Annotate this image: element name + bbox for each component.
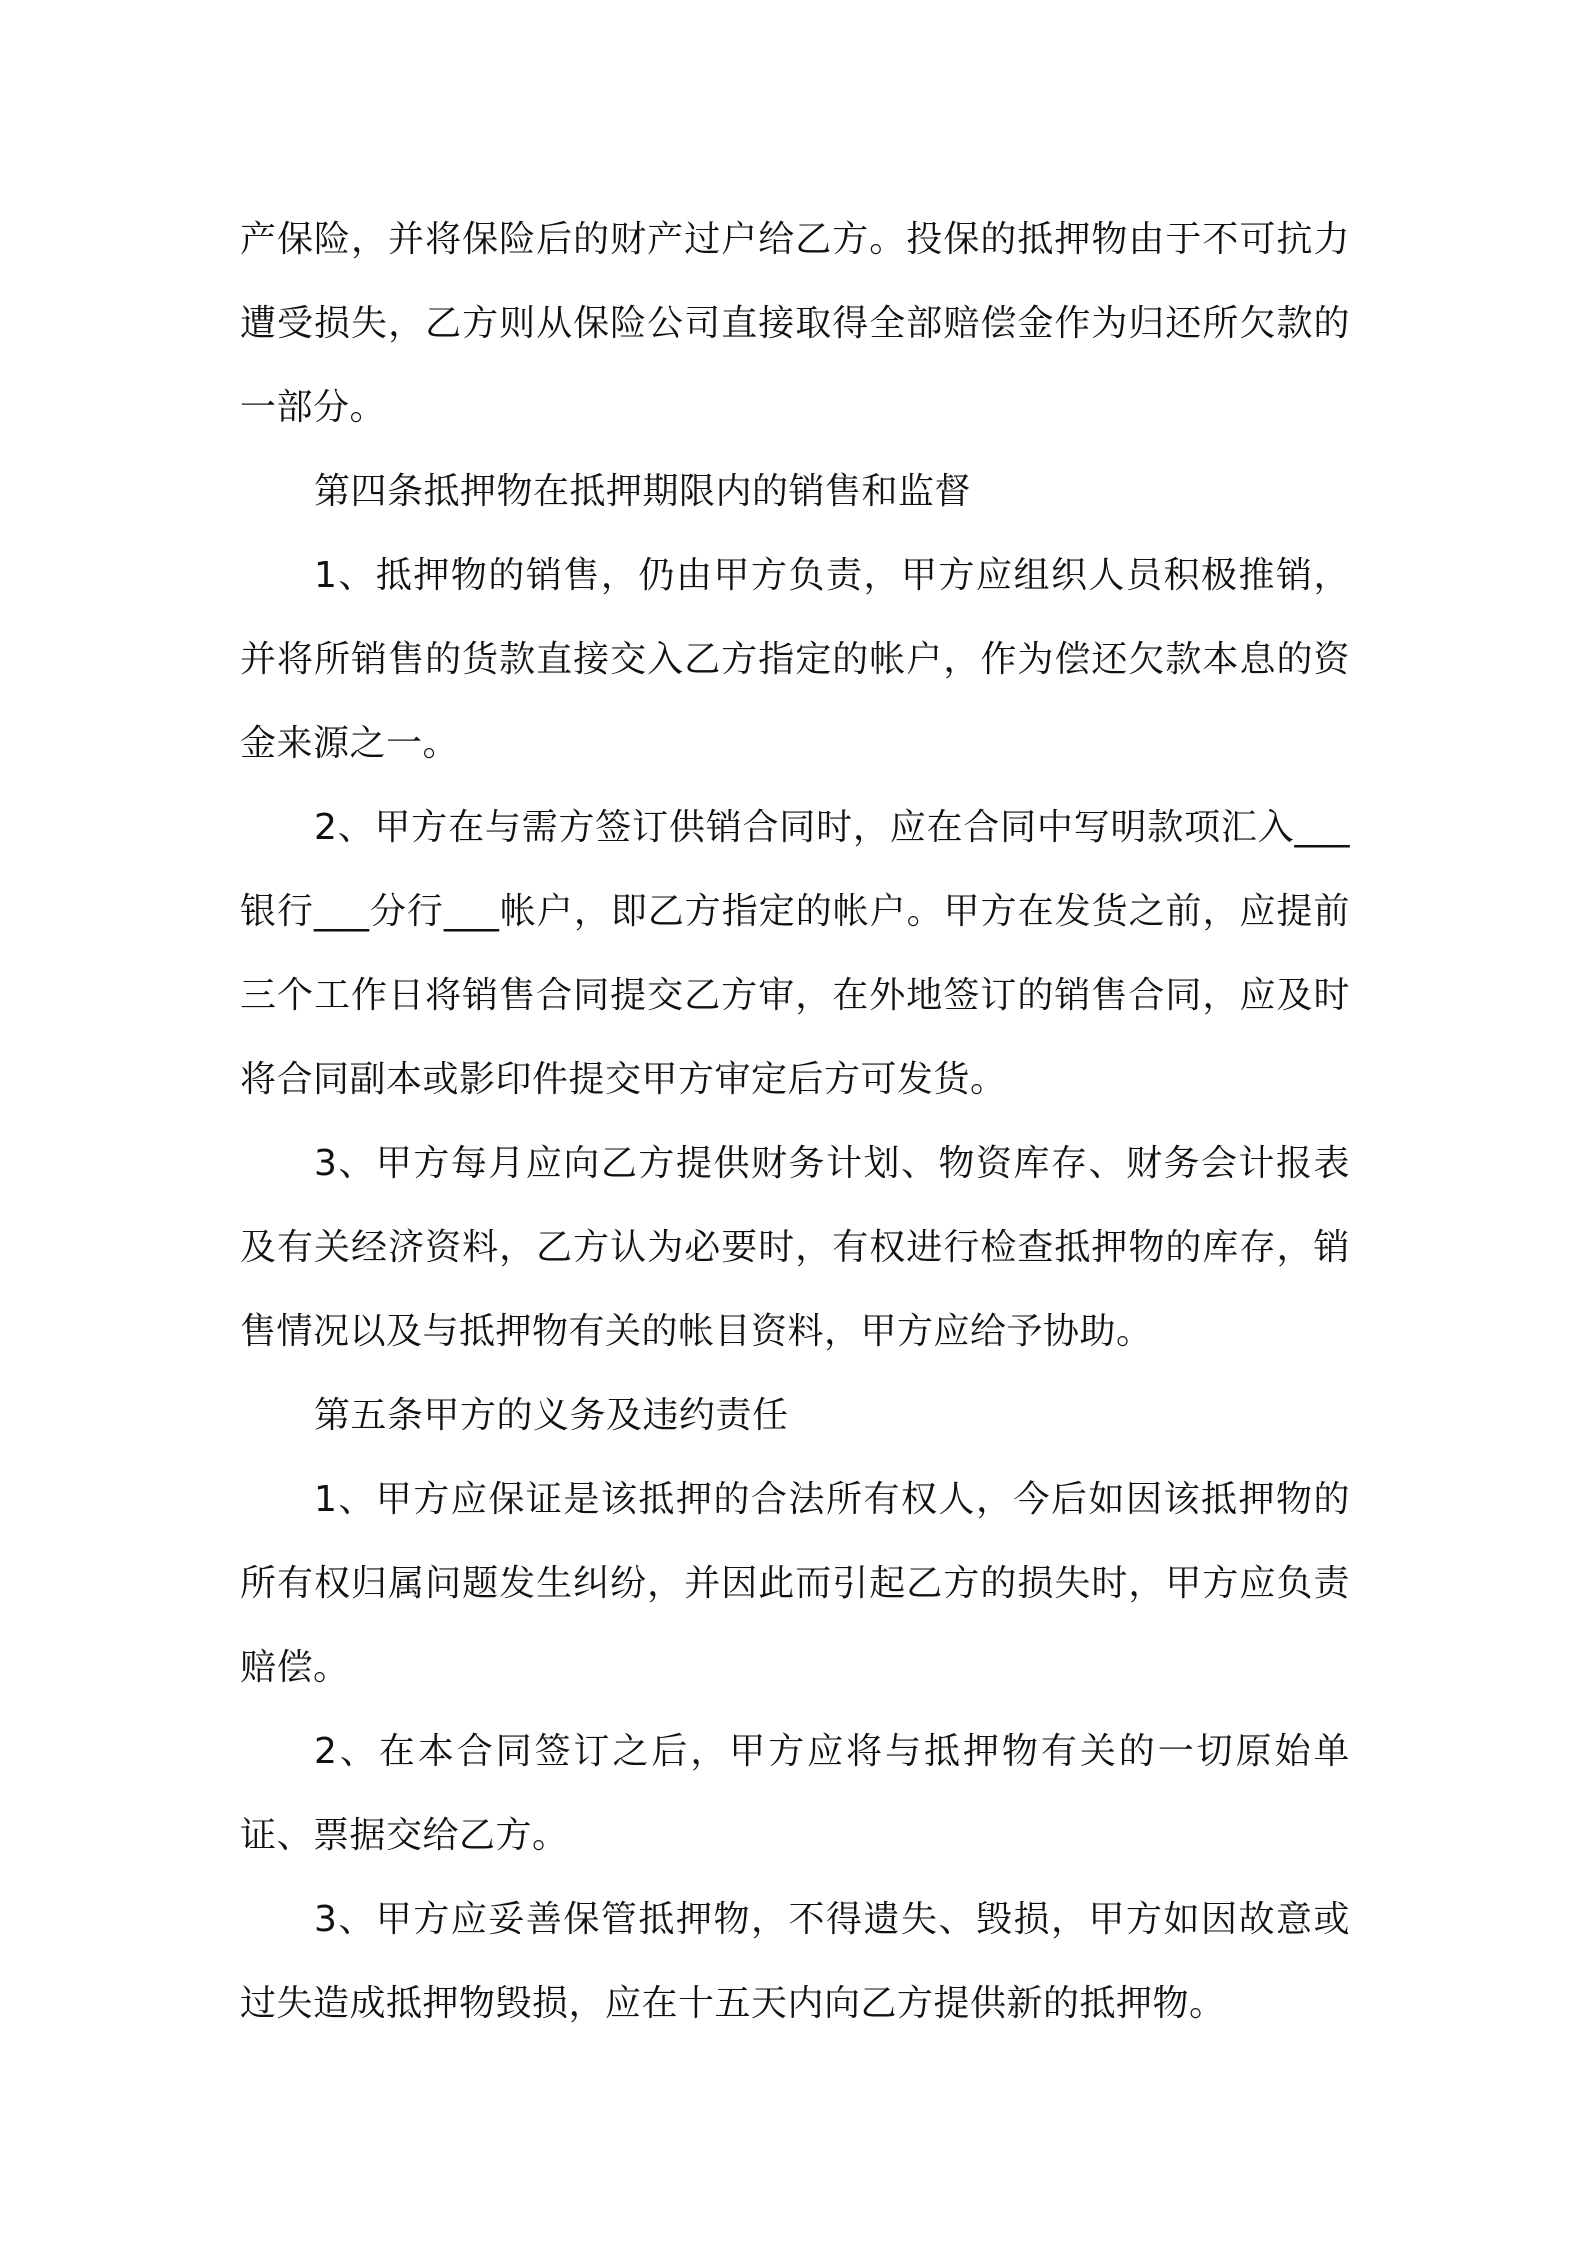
document-body: [240, 198, 1350, 2046]
article-4-clause-2: 2、甲方在与需方签订供销合同时，应在合同中写明款项汇入___银行___分行___帐户，即乙方指定的帐户。甲方在发货之前，应提前三个工作日将销售合同提交乙方审，在外地签订的销售合同，应及时将合同副本或影印件提交甲方审定后方可发货。: [240, 807, 1350, 1100]
article-4-clause-1: 1、抵押物的销售，仍由甲方负责，甲方应组织人员积极推销，并将所销售的货款直接交入乙方指定的帐户，作为偿还欠款本息的资金来源之一。: [240, 555, 1350, 764]
paragraph-insurance-continuation: 产保险，并将保险后的财产过户给乙方。投保的抵押物由于不可抗力遭受损失，乙方则从保险公司直接取得全部赔偿金作为归还所欠款的一部分。: [240, 219, 1350, 428]
article-4-clause-3: 3、甲方每月应向乙方提供财务计划、物资库存、财务会计报表及有关经济资料，乙方认为必要时，有权进行检查抵押物的库存，销售情况以及与抵押物有关的帐目资料，甲方应给予协助。: [240, 1143, 1350, 1352]
article-5-clause-3: 3、甲方应妥善保管抵押物，不得遗失、毁损，甲方如因故意或过失造成抵押物毁损，应在十五天内向乙方提供新的抵押物。: [240, 1899, 1350, 2024]
article-5-heading: 第五条甲方的义务及违约责任: [314, 1395, 789, 1436]
article-5-clause-1: 1、甲方应保证是该抵押的合法所有权人，今后如因该抵押物的所有权归属问题发生纠纷，并因此而引起乙方的损失时，甲方应负责赔偿。: [240, 1479, 1350, 1688]
article-4-heading: 第四条抵押物在抵押期限内的销售和监督: [314, 471, 972, 512]
article-5-clause-2: 2、在本合同签订之后，甲方应将与抵押物有关的一切原始单证、票据交给乙方。: [240, 1731, 1350, 1856]
